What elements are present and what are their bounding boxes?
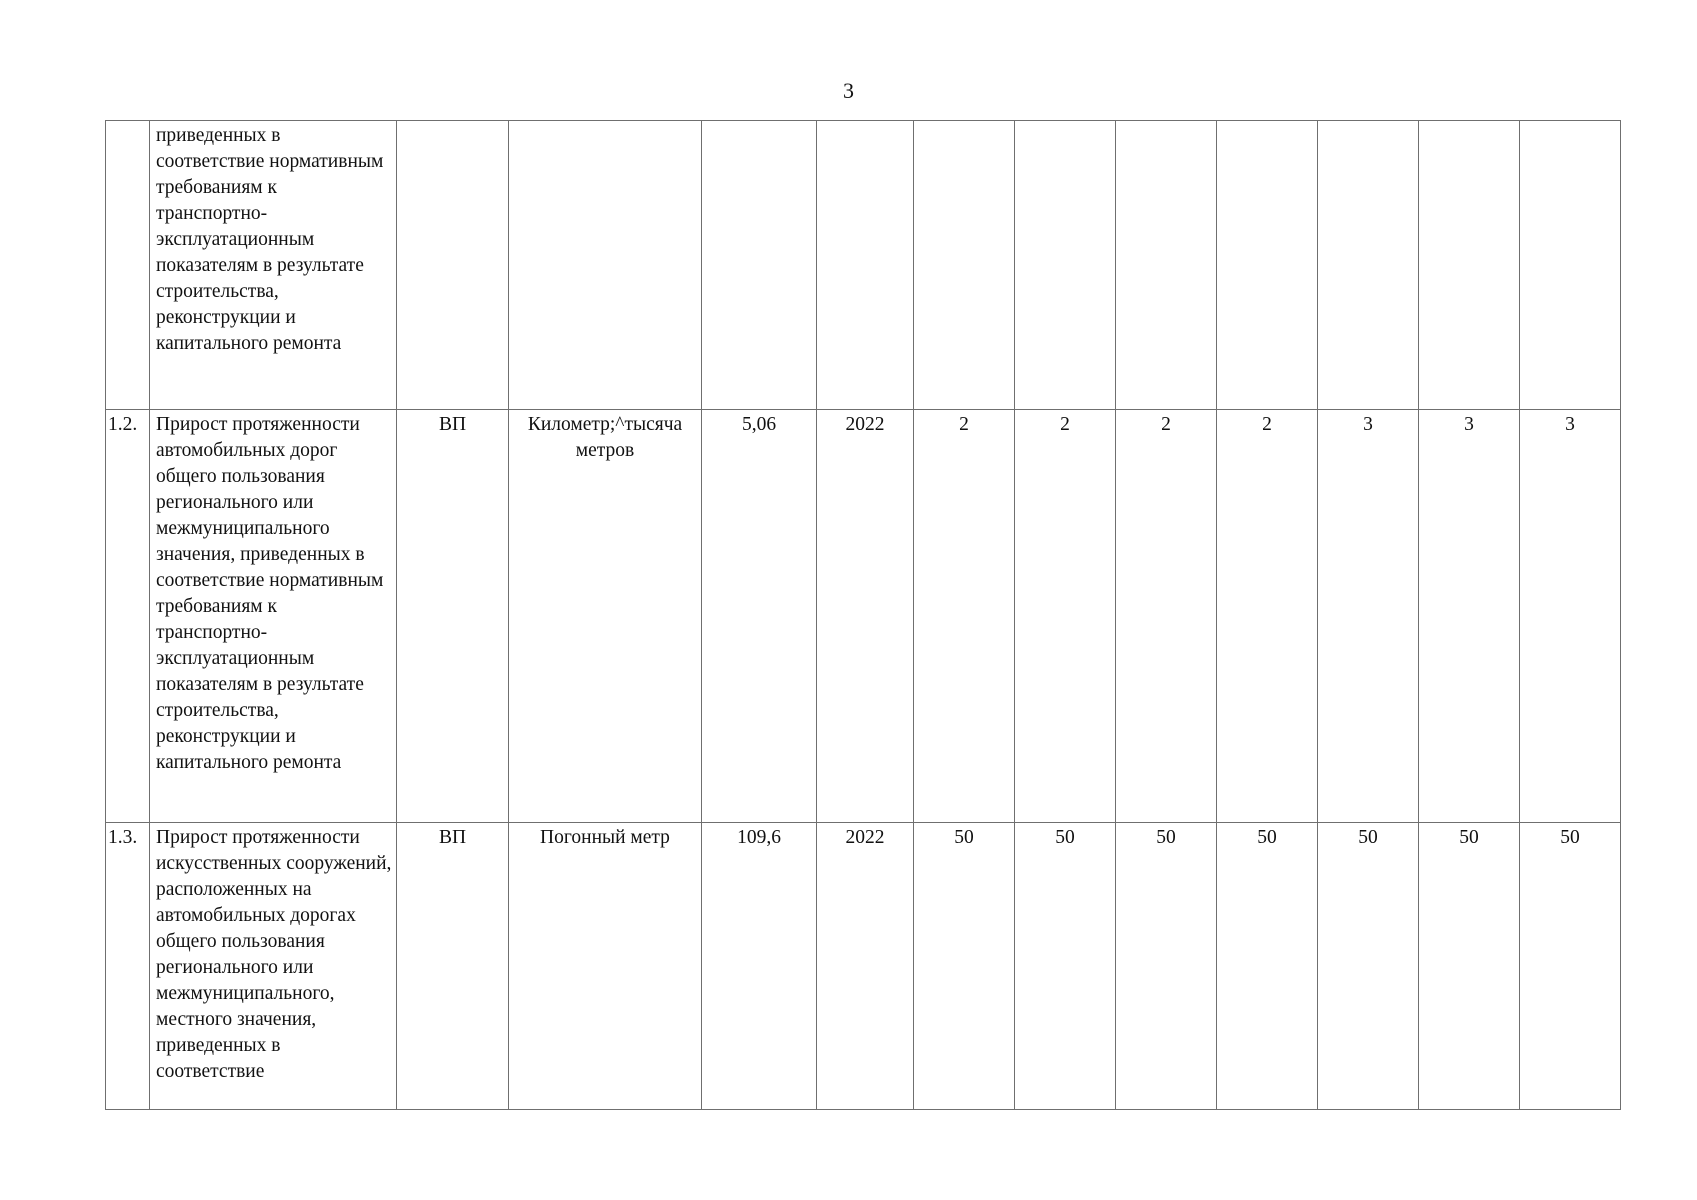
value-cell bbox=[1015, 121, 1116, 410]
base-value bbox=[702, 121, 817, 410]
value-cell: 2 bbox=[1217, 410, 1318, 823]
indicators-table bbox=[105, 120, 1621, 1110]
value-cell bbox=[1520, 121, 1621, 410]
base-value: 5,06 bbox=[702, 410, 817, 823]
indicator-name: Прирост протяженности искусственных сооружений, расположенных на автомобильных дорогах общего пользования регионального или межмуниципального, местного значения, приведенных в соответствие bbox=[150, 823, 397, 1110]
base-value: 109,6 bbox=[702, 823, 817, 1110]
value-cell: 2 bbox=[1116, 410, 1217, 823]
table-row bbox=[106, 121, 1621, 410]
page-number: 3 bbox=[843, 78, 854, 103]
base-year: 2022 bbox=[817, 823, 914, 1110]
row-number bbox=[106, 121, 150, 410]
value-cell: 50 bbox=[914, 823, 1015, 1110]
value-cell bbox=[1217, 121, 1318, 410]
indicator-type: ВП bbox=[397, 823, 509, 1110]
unit-of-measure bbox=[509, 121, 702, 410]
value-cell: 50 bbox=[1015, 823, 1116, 1110]
value-cell: 2 bbox=[914, 410, 1015, 823]
value-cell bbox=[1419, 121, 1520, 410]
value-cell bbox=[914, 121, 1015, 410]
value-cell: 50 bbox=[1116, 823, 1217, 1110]
base-year bbox=[817, 121, 914, 410]
unit-of-measure: Километр;^тысяча метров bbox=[509, 410, 702, 823]
row-number: 1.3. bbox=[106, 823, 150, 1110]
indicator-type: ВП bbox=[397, 410, 509, 823]
row-number: 1.2. bbox=[106, 410, 150, 823]
value-cell: 3 bbox=[1318, 410, 1419, 823]
value-cell: 50 bbox=[1217, 823, 1318, 1110]
value-cell: 3 bbox=[1419, 410, 1520, 823]
value-cell bbox=[1318, 121, 1419, 410]
unit-of-measure: Погонный метр bbox=[509, 823, 702, 1110]
table-row bbox=[106, 410, 1621, 823]
value-cell: 2 bbox=[1015, 410, 1116, 823]
indicator-name: приведенных в соответствие нормативным требованиям к транспортно-эксплуатационным показателям в результате строительства, реконструкции и капитального ремонта bbox=[150, 121, 397, 410]
base-year: 2022 bbox=[817, 410, 914, 823]
value-cell bbox=[1116, 121, 1217, 410]
value-cell: 3 bbox=[1520, 410, 1621, 823]
table-row bbox=[106, 823, 1621, 1110]
indicator-name: Прирост протяженности автомобильных дорог общего пользования регионального или межмуниципального значения, приведенных в соответствие нормативным требованиям к транспортно-эксплуатационным показателям в результате строительства, реконструкции и капитального ремонта bbox=[150, 410, 397, 823]
value-cell: 50 bbox=[1318, 823, 1419, 1110]
value-cell: 50 bbox=[1419, 823, 1520, 1110]
value-cell: 50 bbox=[1520, 823, 1621, 1110]
indicator-type bbox=[397, 121, 509, 410]
